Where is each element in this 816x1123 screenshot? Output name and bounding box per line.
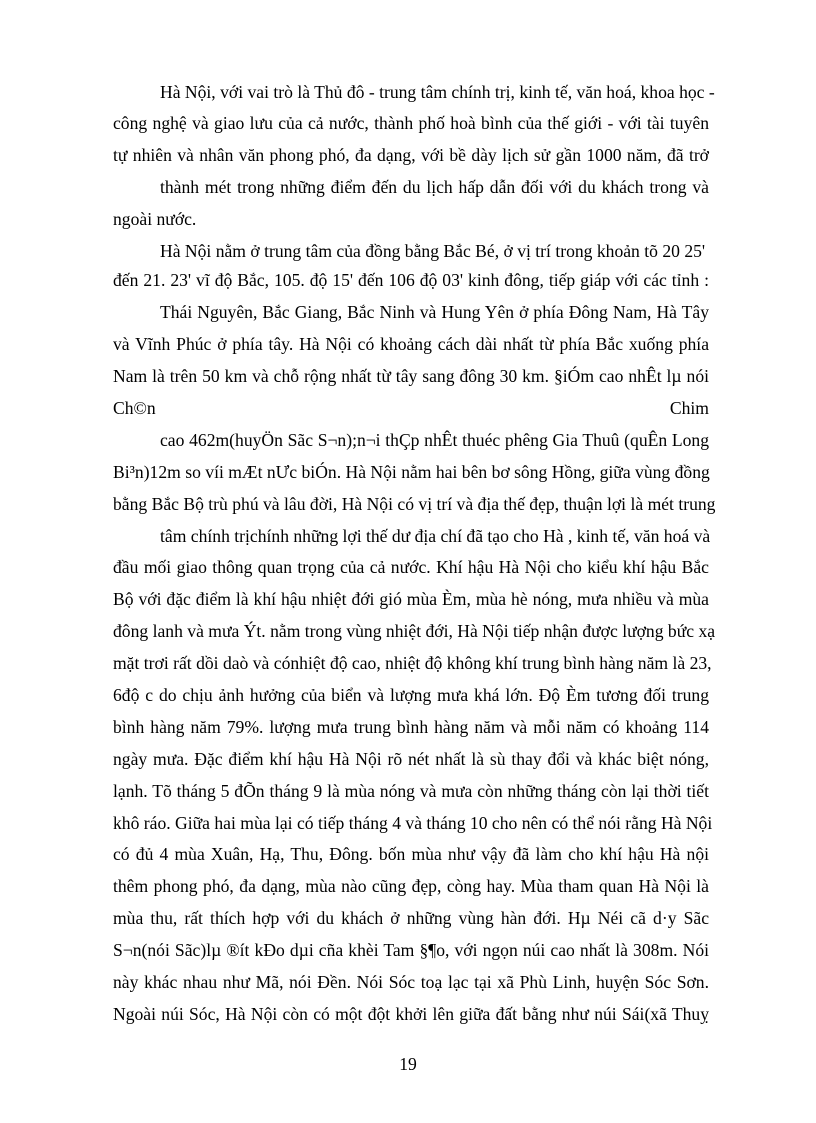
text-line: cao 462m(huyÖn Sãc S¬n);n¬i thÇp nhÊt thuéc phêng Gia Thuû (quÊn Long [160, 430, 709, 450]
text-line: Nam là trên 50 km và chỗ rộng nhất từ tây sang đông 30 km. §iÓm cao nhÊt lµ nói [113, 366, 709, 386]
text-line: đến 21. 23' vĩ độ Bắc, 105. độ 15' đến 106 độ 03' kinh đông, tiếp giáp với các tỉnh : [113, 270, 709, 290]
text-line: mùa thu, rất thích hợp với du khách ở những vùng hàn đới. Hµ Néi cã d·y Sãc [113, 908, 709, 928]
text-line: này khác nhau như Mã, nói Đền. Nói Sóc toạ lạc tại xã Phù Linh, huyện Sóc Sơn. [113, 972, 709, 992]
text-line: mặt trơi rất dồi daò và cónhiệt độ cao, nhiệt độ không khí trung bình hàng năm là 23, [113, 653, 712, 673]
text-line: công nghệ và giao lưu của cả nước, thành phố hoà bình của thế giới - với tài tuyên [113, 113, 709, 133]
text-line: thành mét trong những điểm đến du lịch hấp dẫn đối với du khách trong và [160, 177, 709, 197]
text-line: đông lanh và mưa Ýt. nằm trong vùng nhiệt đới, Hà Nội tiếp nhận được lượng bức xạ [113, 621, 716, 641]
text-line: khô ráo. Giữa hai mùa lại có tiếp tháng 4 và tháng 10 cho nên có thể nói rằng Hà Nội [113, 813, 713, 833]
text-line: và Vĩnh Phúc ở phía tây. Hà Nội có khoảng cách dài nhất từ phía Bắc xuống phía [113, 334, 709, 354]
text-line: Ch©n [113, 398, 156, 418]
text-line: Thái Nguyên, Bắc Giang, Bắc Ninh và Hung Yên ở phía Đông Nam, Hà Tây [160, 302, 709, 322]
text-line: 6độ c do chịu ảnh hưởng của biển và lượng mưa khá lớn. Độ Èm tương đối trung [113, 685, 709, 705]
text-line: lạnh. Tõ tháng 5 đÕn tháng 9 là mùa nóng và mưa còn những tháng còn lại thời tiết [113, 781, 709, 801]
text-line: tự nhiên và nhân văn phong phó, đa dạng, với bề dày lịch sử gần 1000 năm, đã trở [113, 145, 709, 165]
text-line: Hà Nội nằm ở trung tâm của đồng bằng Bắc Bé, ở vị trí trong khoản tõ 20 25' [160, 241, 706, 261]
text-line: Hà Nội, với vai trò là Thủ đô - trung tâm chính trị, kinh tế, văn hoá, khoa học - [160, 82, 715, 102]
text-line: Bi³n)12m so víi mÆt nƯc biÓn. Hà Nội nằm hai bên bơ sông Hồng, giữa vùng đồng [113, 462, 710, 482]
text-line: Bộ với đặc điểm là khí hậu nhiệt đới gió mùa Èm, mùa hè nóng, mưa nhiều và mùa [113, 589, 709, 609]
text-line: thêm phong phó, đa dạng, mùa nào cũng đẹp, còng hay. Mùa tham quan Hà Nội là [113, 876, 709, 896]
text-line: tâm chính trịchính những lợi thế dư địa chí đã tạo cho Hà , kinh tế, văn hoá và [160, 526, 711, 546]
page-number: 19 [399, 1054, 417, 1074]
text-line: S¬n(nói Sãc)lµ ®ít kÐo dµi cña khèi Tam §¶o, với ngọn núi cao nhất là 308m. Nói [113, 940, 709, 960]
text-line: bằng Bắc Bộ trù phú và lâu đời, Hà Nội có vị trí và địa thế đẹp, thuận lợi là mét trung [113, 494, 716, 514]
text-line: Ngoài núi Sóc, Hà Nội còn có một đột khởi lên giữa đất bằng như núi Sái(xã Thuỵ [113, 1004, 709, 1024]
text-line: ngày mưa. Đặc điểm khí hậu Hà Nội rõ nét nhất là sù thay đổi và khác biệt nóng, [113, 749, 709, 769]
text-line: có đủ 4 mùa Xuân, Hạ, Thu, Đông. bốn mùa như vậy đã làm cho khí hậu Hà nội [113, 844, 709, 864]
text-line: Chim [669, 398, 709, 418]
text-line: ngoài nước. [113, 209, 197, 229]
text-line: bình hàng năm 79%. lượng mưa trung bình hàng năm và mỗi năm có khoảng 114 [113, 717, 709, 737]
text-line: đầu mối giao thông quan trọng của cả nước. Khí hậu Hà Nội cho kiểu khí hậu Bắc [113, 557, 709, 577]
